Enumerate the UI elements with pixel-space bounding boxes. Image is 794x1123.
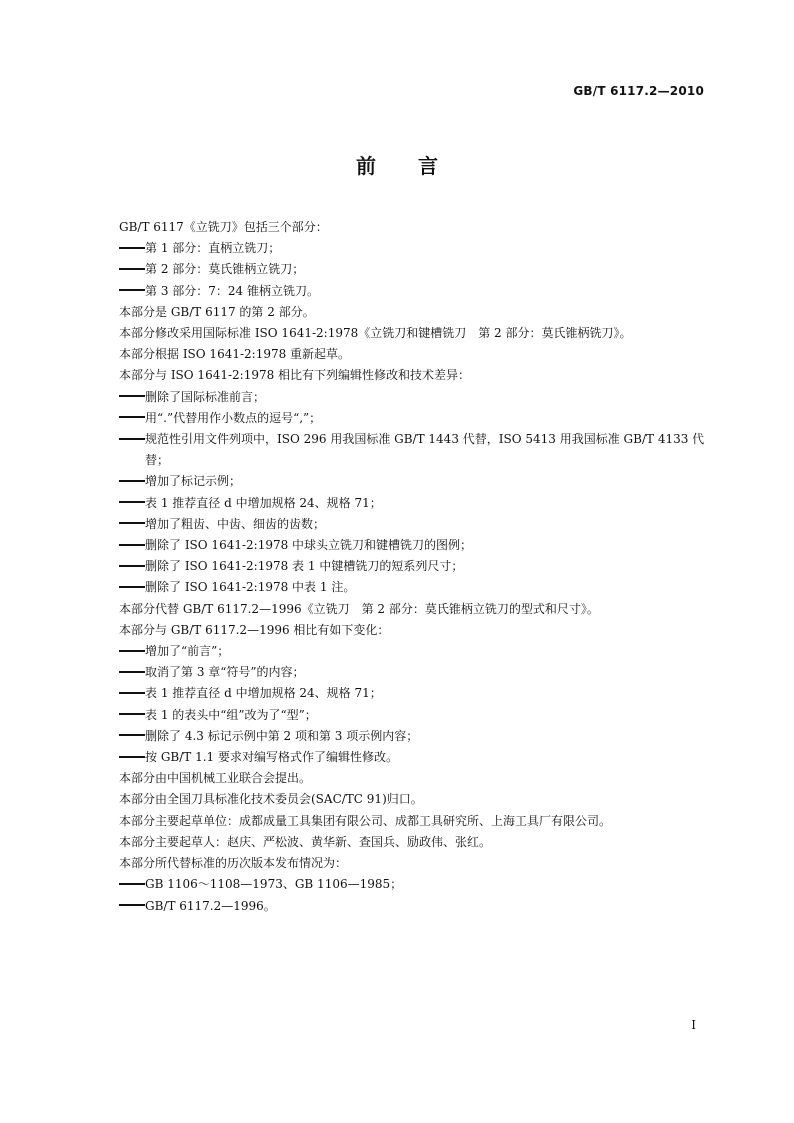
- paragraph-line: [119, 811, 709, 832]
- line-text: 本部分主要起草单位：成都成量工具集团有限公司、成都工具研究所、上海工具厂有限公司。: [119, 813, 612, 828]
- em-dash-marker: [119, 289, 145, 291]
- line-text: 增加了标记示例；: [145, 474, 242, 489]
- em-dash-marker: [119, 268, 145, 270]
- standard-code: GB/T 6117.2—2010: [573, 84, 704, 98]
- paragraph-line: [119, 832, 709, 853]
- em-dash-marker: [119, 501, 145, 503]
- line-text: 本部分与 ISO 1641-2:1978 相比有下列编辑性修改和技术差异：: [119, 368, 471, 383]
- line-text: 增加了“前言”；: [145, 644, 230, 659]
- line-text: 删除了国际标准前言；: [145, 389, 266, 404]
- paragraph-line: [119, 789, 709, 810]
- em-dash-marker: [119, 671, 145, 673]
- em-dash-marker: [119, 480, 145, 482]
- list-item: [119, 387, 709, 408]
- list-item: [119, 514, 709, 535]
- line-text: 删除了 ISO 1641-2:1978 表 1 中键槽铣刀的短系列尺寸；: [145, 559, 464, 574]
- list-item: [119, 641, 709, 662]
- paragraph-line: [119, 323, 709, 344]
- list-item: [119, 238, 709, 259]
- list-item: [119, 747, 709, 768]
- paragraph-line: [119, 302, 709, 323]
- em-dash-marker: [119, 883, 145, 885]
- list-item: [119, 705, 709, 726]
- list-item: [119, 281, 709, 302]
- line-text: 本部分主要起草人：赵庆、严松波、黄华新、查国兵、励政伟、张红。: [119, 834, 492, 849]
- line-text: 删除了 4.3 标记示例中第 2 项和第 3 项示例内容；: [145, 728, 419, 743]
- list-item: [119, 535, 709, 556]
- list-item: [119, 493, 709, 514]
- line-text: 删除了 ISO 1641-2:1978 中表 1 注。: [145, 580, 356, 595]
- list-item: [119, 874, 709, 895]
- line-text: 表 1 推荐直径 d 中增加规格 24、规格 71；: [145, 495, 382, 510]
- list-item: [119, 683, 709, 704]
- line-text: 规范性引用文件列项中，ISO 296 用我国标准 GB/T 1443 代替，ISO 5413 用我国标准 GB/T 4133 代替；: [145, 432, 705, 468]
- line-text: 本部分与 GB/T 6117.2—1996 相比有如下变化：: [119, 622, 390, 637]
- em-dash-marker: [119, 565, 145, 567]
- line-text: 第 1 部分：直柄立铣刀；: [145, 241, 281, 256]
- em-dash-marker: [119, 544, 145, 546]
- em-dash-marker: [119, 756, 145, 758]
- em-dash-marker: [119, 650, 145, 652]
- line-text: 表 1 推荐直径 d 中增加规格 24、规格 71；: [145, 686, 382, 701]
- list-item: [119, 408, 709, 429]
- paragraph-line: [119, 344, 709, 365]
- line-text: GB/T 6117.2—1996。: [145, 898, 276, 913]
- paragraph-line: [119, 599, 709, 620]
- line-text: 增加了粗齿、中齿、细齿的齿数；: [145, 516, 326, 531]
- line-text: 本部分所代替标准的历次版本发布情况为：: [119, 856, 348, 871]
- line-text: 第 3 部分：7：24 锥柄立铣刀。: [145, 283, 319, 298]
- paragraph-line: [119, 853, 709, 874]
- list-item: [119, 577, 709, 598]
- paragraph-line: [119, 620, 709, 641]
- em-dash-marker: [119, 416, 145, 418]
- line-text: 本部分由全国刀具标准化技术委员会(SAC/TC 91)归口。: [119, 792, 423, 807]
- line-text: GB/T 6117《立铣刀》包括三个部分：: [119, 220, 328, 234]
- paragraph-line: [119, 768, 709, 789]
- paragraph-line: [119, 217, 709, 238]
- line-text: GB 1106～1108—1973、GB 1106—1985；: [145, 877, 403, 892]
- line-text: 本部分修改采用国际标准 ISO 1641-2:1978《立铣刀和键槽铣刀 第 2 部分：莫氏锥柄铣刀》。: [119, 326, 632, 341]
- line-text: 本部分是 GB/T 6117 的第 2 部分。: [119, 304, 315, 319]
- em-dash-marker: [119, 692, 145, 694]
- line-text: 取消了第 3 章“符号”的内容；: [145, 665, 305, 680]
- list-item: [119, 429, 709, 471]
- page-title: 前言: [356, 154, 480, 178]
- line-text: 本部分由中国机械工业联合会提出。: [119, 771, 312, 786]
- line-text: 表 1 的表头中“组”改为了“型”；: [145, 707, 317, 722]
- em-dash-marker: [119, 522, 145, 524]
- line-text: 按 GB/T 1.1 要求对编写格式作了编辑性修改。: [145, 750, 398, 765]
- line-text: 本部分代替 GB/T 6117.2—1996《立铣刀 第 2 部分：莫氏锥柄立铣刀的型式和尺寸》。: [119, 601, 599, 616]
- em-dash-marker: [119, 438, 145, 440]
- line-text: 第 2 部分：莫氏锥柄立铣刀；: [145, 262, 305, 277]
- list-item: [119, 662, 709, 683]
- foreword-body: [119, 217, 709, 917]
- list-item: [119, 896, 709, 917]
- paragraph-line: [119, 365, 709, 386]
- em-dash-marker: [119, 734, 145, 736]
- em-dash-marker: [119, 395, 145, 397]
- em-dash-marker: [119, 247, 145, 249]
- line-text: 用“.”代替用作小数点的逗号“,”；: [145, 410, 322, 425]
- list-item: [119, 556, 709, 577]
- list-item: [119, 726, 709, 747]
- em-dash-marker: [119, 713, 145, 715]
- list-item: [119, 259, 709, 280]
- em-dash-marker: [119, 586, 145, 588]
- list-item: [119, 471, 709, 492]
- page-number: I: [691, 1018, 696, 1032]
- line-text: 本部分根据 ISO 1641-2:1978 重新起草。: [119, 347, 351, 362]
- line-text: 删除了 ISO 1641-2:1978 中球头立铣刀和键槽铣刀的图例；: [145, 538, 473, 553]
- em-dash-marker: [119, 904, 145, 906]
